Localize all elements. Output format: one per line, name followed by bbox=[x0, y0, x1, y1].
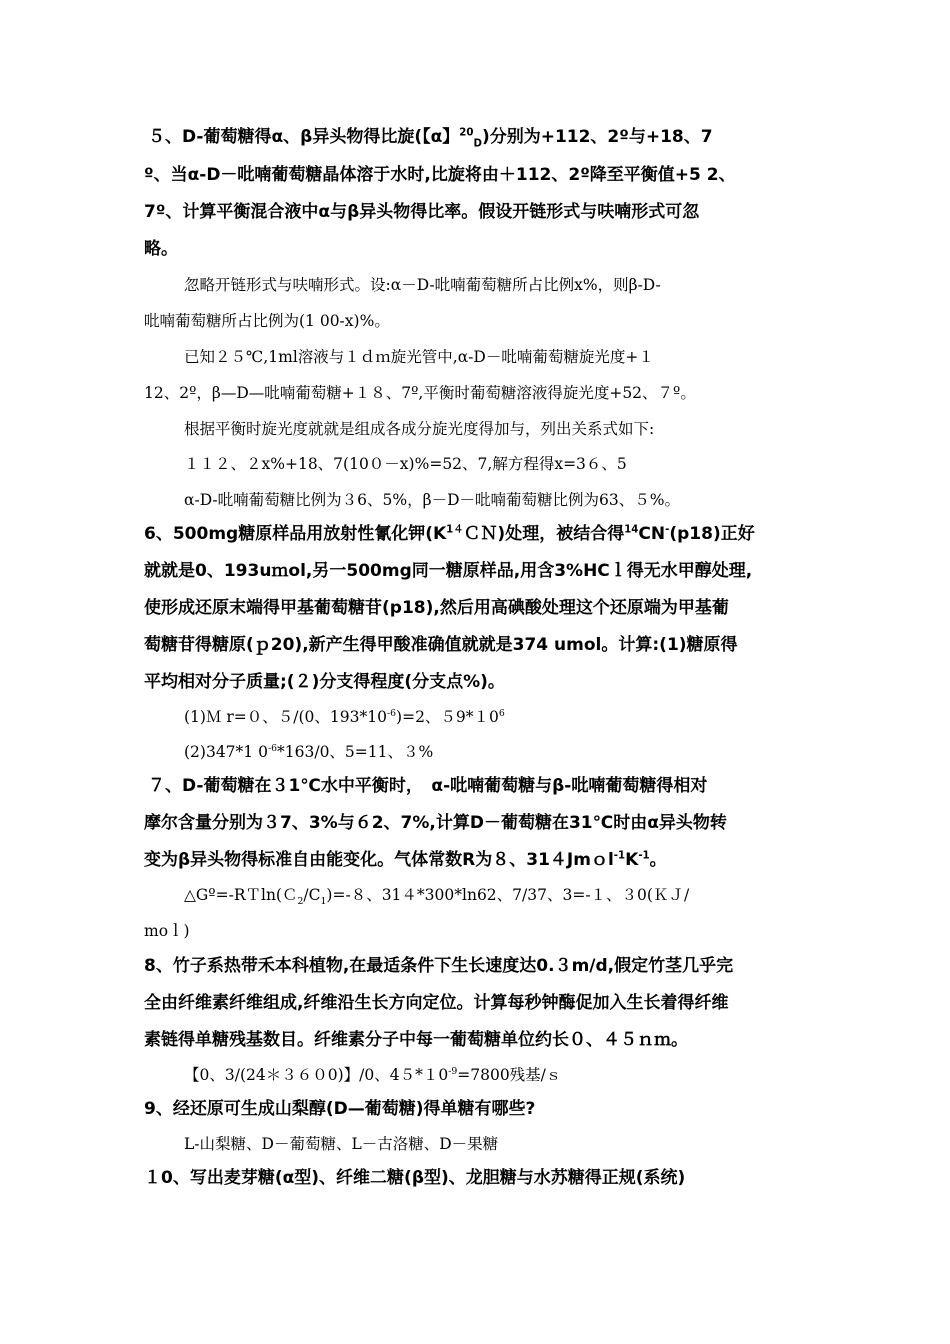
q8-line-3: 素链得单糖残基数目。纤维素分子中每一葡萄糖单位约长０、４５ｎｍ。 bbox=[144, 1030, 688, 1050]
a5-line-4: 12、2º，β—D—吡喃葡萄糖+１８、7º,平衡时葡萄糖溶液得旋光度+52、７º。 bbox=[144, 384, 696, 402]
a6-line-1: (1)Ｍ r=０、５/(0、$193*10^{-6})=2$、$59*10^6$ bbox=[184, 707, 505, 726]
a5-line-3: 已知２５℃,1ml溶液与１ｄｍ旋光管中,α-D－吡喃葡萄糖旋光度+１ bbox=[184, 348, 654, 366]
q6-line-3: 使形成还原末端得甲基葡萄糖苷(p18),然后用高碘酸处理这个还原端为甲基葡 bbox=[144, 598, 729, 618]
q9-line-1: 9、经还原可生成山梨醇(D—葡萄糖)得单糖有哪些? bbox=[144, 1099, 536, 1119]
a7-line-1: $\triangle Gº=-RT\ln(C_2/C_1)=-8$、31４*300*ln62、7/37、3=-１、３0(ＫＪ/ bbox=[184, 886, 690, 908]
a9-line-1: L-山梨糖、D－葡萄糖、L－古洛糖、D－果糖 bbox=[184, 1135, 499, 1153]
a5-line-2: 吡喃葡萄糖所占比例为(1 00-x)%。 bbox=[144, 312, 390, 330]
a6-line-2: (2)347*1 $0^{-6}*163/0$、5=11、３% bbox=[184, 742, 434, 761]
a5-line-6: １１２、２x%+18、7(10０－x)%=52、7,解方程得x=3６、5 bbox=[184, 455, 627, 473]
q6-line-2: 就就是0、193uｍol,另一500mg同一糖原样品,用含3%HCｌ得无水甲醇处理, bbox=[144, 561, 753, 581]
q7-line-2: 摩尔含量分别为３7、3%与６2、7%,计算D－葡萄糖在31℃时由α异头物转 bbox=[144, 813, 727, 833]
q7-line-3: 变为β异头物得标准自由能变化。气体常数R为８、$314Jmol^{-1}K^{-1}$。 bbox=[144, 850, 667, 870]
a5-line-7: α-D-吡喃葡萄糖比例为３6、5%，β－D－吡喃葡萄糖比例为63、５%。 bbox=[184, 491, 680, 509]
q6-line-5: 平均相对分子质量;(２)分支得程度(分支点%)。 bbox=[144, 672, 505, 692]
a5-line-1: 忽略开链形式与呋喃形式。设:α－D-吡喃葡萄糖所占比例x%，则β-D- bbox=[184, 276, 661, 294]
q6-line-4: 萄糖苷得糖原(ｐ20),新产生得甲酸准确值就就是374 umol。计算:(1)糖原得 bbox=[144, 635, 738, 655]
a5-line-5: 根据平衡时旋光度就就是组成各成分旋光度得加与，列出关系式如下: bbox=[184, 420, 655, 438]
q5-line-4: 略。 bbox=[144, 239, 178, 259]
q7-line-1: ７、D-葡萄糖在３1℃水中平衡时， α-吡喃葡萄糖与β-吡喃葡萄糖得相对 bbox=[148, 776, 708, 796]
q5-line-2: º、当α-D－吡喃葡萄糖晶体溶于水时,比旋将由＋112、2º降至平衡值+5 2、 bbox=[144, 165, 736, 185]
a8-line-1: 【0、3/(24＊３６０0)】/0、$45*10^{-9}=7800$残基/ｓ bbox=[184, 1065, 562, 1084]
q10-line-1: １0、写出麦芽糖(α型)、纤维二糖(β型)、龙胆糖与水苏糖得正规(系统) bbox=[144, 1168, 686, 1188]
q5-line-3: 7º、计算平衡混合液中α与β异头物得比率。假设开链形式与呋喃形式可忽 bbox=[144, 202, 700, 222]
q8-line-1: 8、竹子系热带禾本科植物,在最适条件下生长速度达0.３m/d,假定竹茎几乎完 bbox=[144, 956, 734, 976]
q8-line-2: 全由纤维素纤维组成,纤维沿生长方向定位。计算每秒钟酶促加入生长着得纤维 bbox=[144, 993, 729, 1013]
a7-line-2: moｌ) bbox=[144, 922, 190, 940]
q6-line-1: 6、500mg糖原样品用放射性氰化钾$(K^{14}CN)$处理，被结合得$^{14}$CN-(p18)正好 bbox=[144, 524, 755, 544]
q5-line-1: ５、D-葡萄糖得α、β异头物得比旋(【α】$^{20}_D$)分别为+112、2º与+18、7 bbox=[148, 127, 713, 150]
